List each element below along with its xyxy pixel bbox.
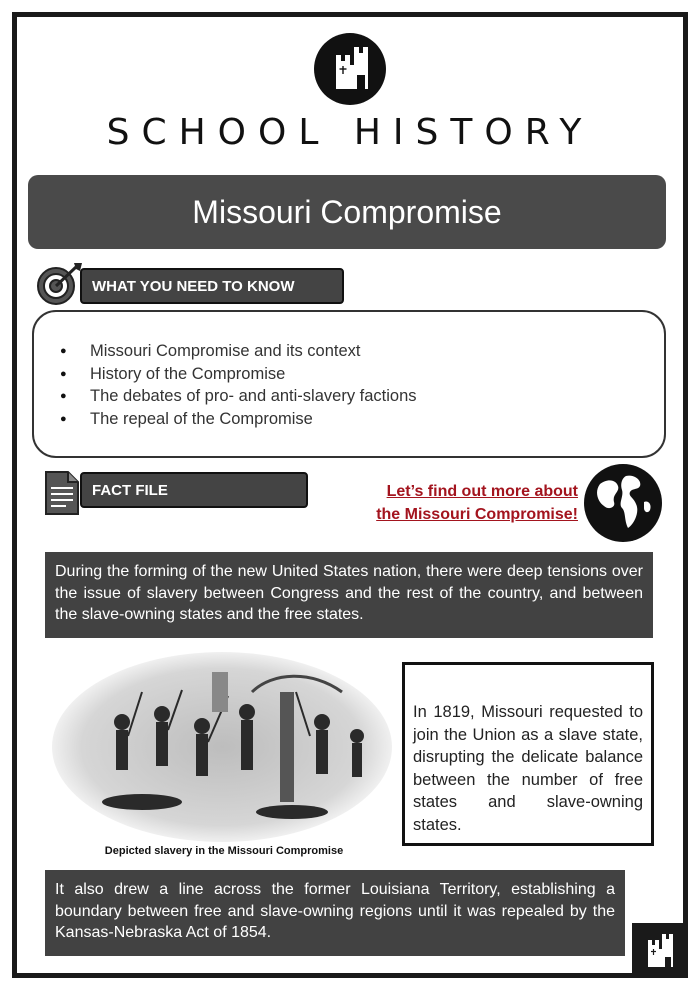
list-item: ● The repeal of the Compromise (60, 408, 417, 431)
info-box (402, 662, 654, 846)
target-icon (34, 261, 84, 307)
fact-file-label: FACT FILE (80, 472, 308, 508)
document-icon (44, 470, 80, 516)
globe-icon (582, 462, 664, 544)
objectives-list (60, 340, 417, 430)
cta-line-2: the Missouri Compromise! (376, 506, 578, 523)
castle-corner-icon (632, 923, 687, 978)
castle-logo-icon (314, 33, 386, 105)
list-item: ● History of the Compromise (60, 363, 417, 386)
slavery-illustration (52, 652, 392, 842)
title-banner (28, 175, 666, 249)
brand-name: SCHOOL HISTORY (106, 112, 594, 153)
footer-text-box (45, 870, 625, 956)
intro-text: During the forming of the new United States nation, there were deep tensions over the issue of slavery between Congress and the rest of the country, and between the slave-owning states and the free states. (55, 563, 643, 623)
cta-line-1: Let’s find out more about (386, 483, 578, 500)
what-you-need-to-know-label: WHAT YOU NEED TO KNOW (80, 268, 344, 304)
page-title: Missouri Compromise (192, 193, 502, 230)
list-item: ● The debates of pro- and anti-slavery factions (60, 385, 417, 408)
footer-text: It also drew a line across the former Louisiana Territory, establishing a boundary between free and slave-owning regions until it was repealed by the Kansas-Nebraska Act of 1854. (55, 881, 615, 941)
find-out-more-link[interactable] (376, 480, 578, 526)
list-item: ● Missouri Compromise and its context (60, 340, 417, 363)
info-text: In 1819, Missouri requested to join the Union as a slave state, disrupting the delicate balance between the number of free states and slave-owning states. (413, 703, 643, 834)
image-caption: Depicted slavery in the Missouri Compromise (104, 845, 344, 857)
intro-text-box (45, 552, 653, 638)
